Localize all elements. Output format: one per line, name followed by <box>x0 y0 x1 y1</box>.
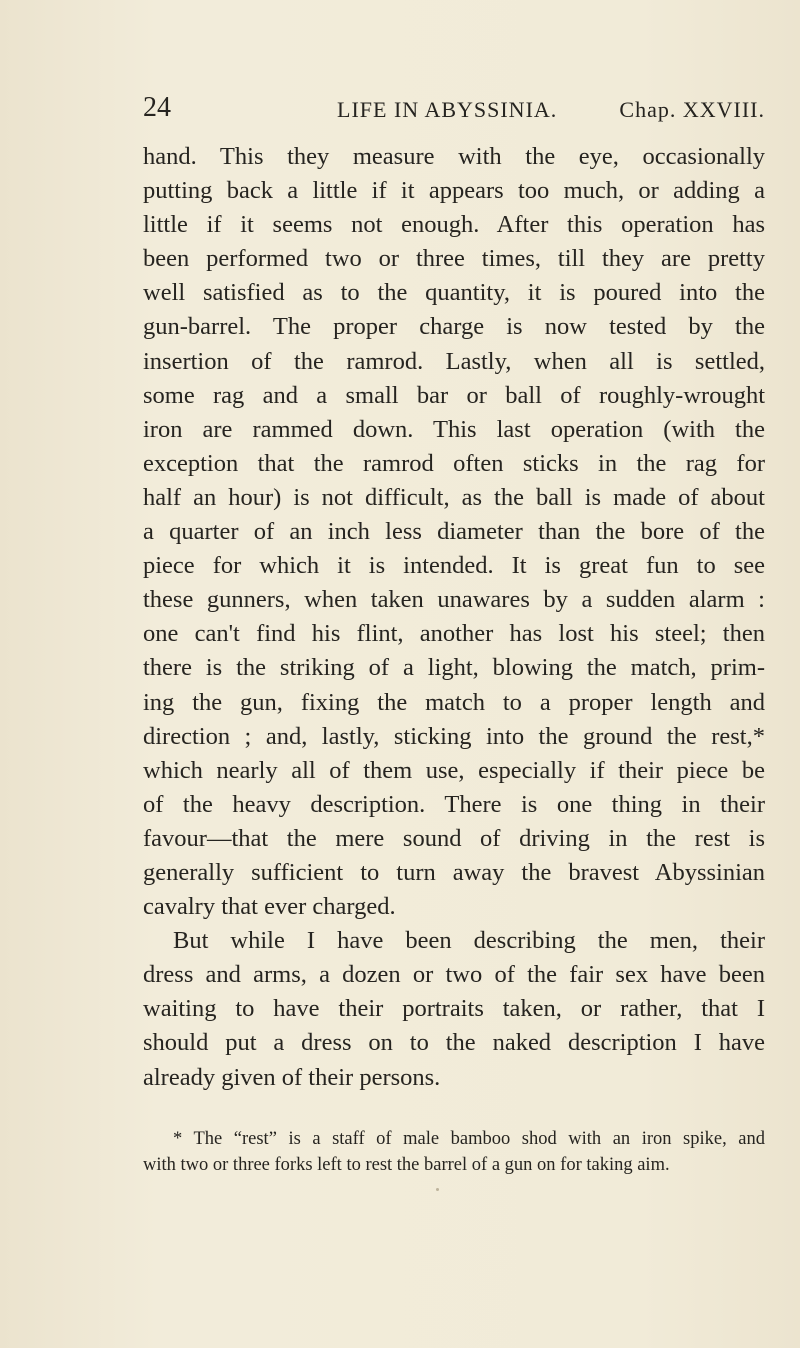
text-line: piece for which it is intended. It is great fun to see <box>143 552 765 580</box>
body-text <box>143 140 765 1095</box>
text-line: these gunners, when taken unawares by a sudden alarm : <box>143 586 765 614</box>
text-line: insertion of the ramrod. Lastly, when all is settled, <box>143 347 765 375</box>
text-line: ing the gun, fixing the match to a proper length and <box>143 688 765 716</box>
chapter-label: Chap. XXVIII. <box>619 97 765 122</box>
text-line: favour—that the mere sound of driving in the rest is <box>143 824 765 852</box>
text-line: little if it seems not enough. After this operation has <box>143 211 765 239</box>
footnote-line: with two or three forks left to rest the barrel of a gun on for taking aim. <box>143 1155 670 1175</box>
text-line: there is the striking of a light, blowing the match, prim- <box>143 654 765 682</box>
text-line: some rag and a small bar or ball of roughly-wrought <box>143 381 765 409</box>
text-line: gun-barrel. The proper charge is now tested by the <box>143 313 765 341</box>
text-line: putting back a little if it appears too much, or adding a <box>143 177 765 205</box>
text-line: dress and arms, a dozen or two of the fair sex have been <box>143 961 765 989</box>
footnote <box>143 1126 765 1178</box>
text-line: waiting to have their portraits taken, or rather, that I <box>143 995 765 1023</box>
text-line: iron are rammed down. This last operation (with the <box>143 415 765 443</box>
text-line: hand. This they measure with the eye, occasionally <box>143 143 765 170</box>
text-line-paragraph-end: cavalry that ever charged. <box>143 893 396 921</box>
text-line-paragraph-end: already given of their persons. <box>143 1063 441 1091</box>
running-title: LIFE IN ABYSSINIA. <box>337 97 558 122</box>
running-header <box>143 92 765 132</box>
text-line: well satisfied as to the quantity, it is poured into the <box>143 279 765 307</box>
page-number: 24 <box>143 92 171 123</box>
text-line-paragraph-start: But while I have been describing the men, their <box>173 927 765 955</box>
text-line: been performed two or three times, till they are pretty <box>143 245 765 273</box>
paper-speck <box>436 1188 439 1191</box>
text-line: generally sufficient to turn away the bravest Abyssinian <box>143 858 765 886</box>
text-line: half an hour) is not difficult, as the ball is made of about <box>143 483 765 511</box>
text-line: direction ; and, lastly, sticking into the ground the rest,* <box>143 722 765 750</box>
text-line: exception that the ramrod often sticks in the rag for <box>143 449 765 477</box>
text-line: one can't find his flint, another has lost his steel; then <box>143 620 765 648</box>
text-line: a quarter of an inch less diameter than the bore of the <box>143 518 765 546</box>
footnote-line: * The “rest” is a staff of male bamboo shod with an iron spike, and <box>173 1129 765 1149</box>
text-line: which nearly all of them use, especially if their piece be <box>143 756 765 784</box>
text-line: should put a dress on to the naked description I have <box>143 1029 765 1057</box>
text-line: of the heavy description. There is one thing in their <box>143 790 765 818</box>
